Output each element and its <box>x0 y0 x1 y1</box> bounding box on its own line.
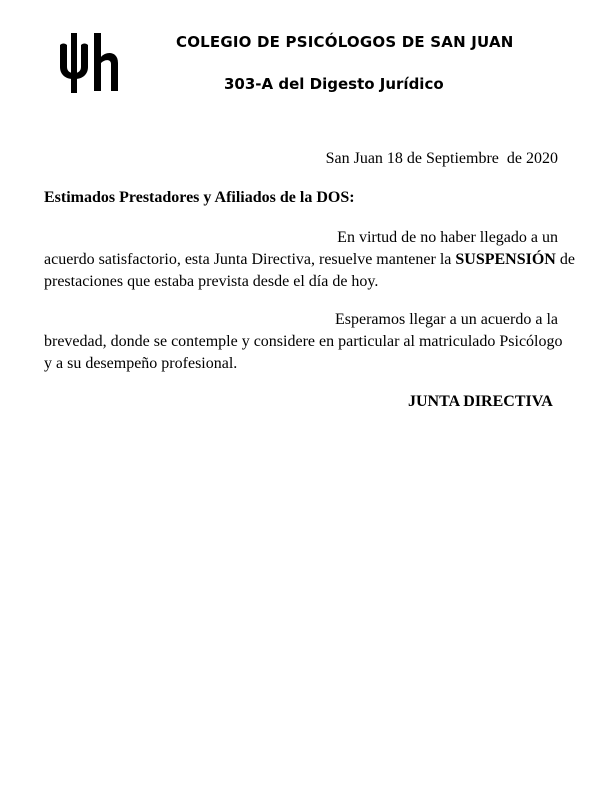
paragraph-1 <box>44 227 575 293</box>
paragraph-2 <box>44 309 563 375</box>
paragraph-1-line-2-end: de <box>555 251 575 268</box>
letter-date: San Juan 18 de Septiembre de 2020 <box>325 150 558 167</box>
letter-greeting: Estimados Prestadores y Afiliados de la DOS: <box>44 189 355 206</box>
paragraph-2-line-2: brevedad, donde se contemple y considere en particular al matriculado Psicólogo <box>44 333 563 350</box>
digest-reference: 303-A del Digesto Jurídico <box>224 75 444 93</box>
signature: JUNTA DIRECTIVA <box>408 393 553 410</box>
paragraph-2-line-3: y a su desempeño profesional. <box>44 355 238 372</box>
paragraph-1-line-1: En virtud de no haber llegado a un <box>337 229 558 246</box>
paragraph-2-line-1: Esperamos llegar a un acuerdo a la <box>334 311 558 328</box>
paragraph-1-line-3: prestaciones que estaba prevista desde el día de hoy. <box>44 273 379 290</box>
paragraph-1-line-2 <box>44 249 575 271</box>
college-logo <box>58 33 120 93</box>
organization-name: COLEGIO DE PSICÓLOGOS DE SAN JUAN <box>176 33 514 51</box>
suspension-emphasis: SUSPENSIÓN <box>455 251 556 268</box>
paragraph-1-line-2-start: acuerdo satisfactorio, esta Junta Directiva, resuelve mantener la <box>44 251 456 268</box>
